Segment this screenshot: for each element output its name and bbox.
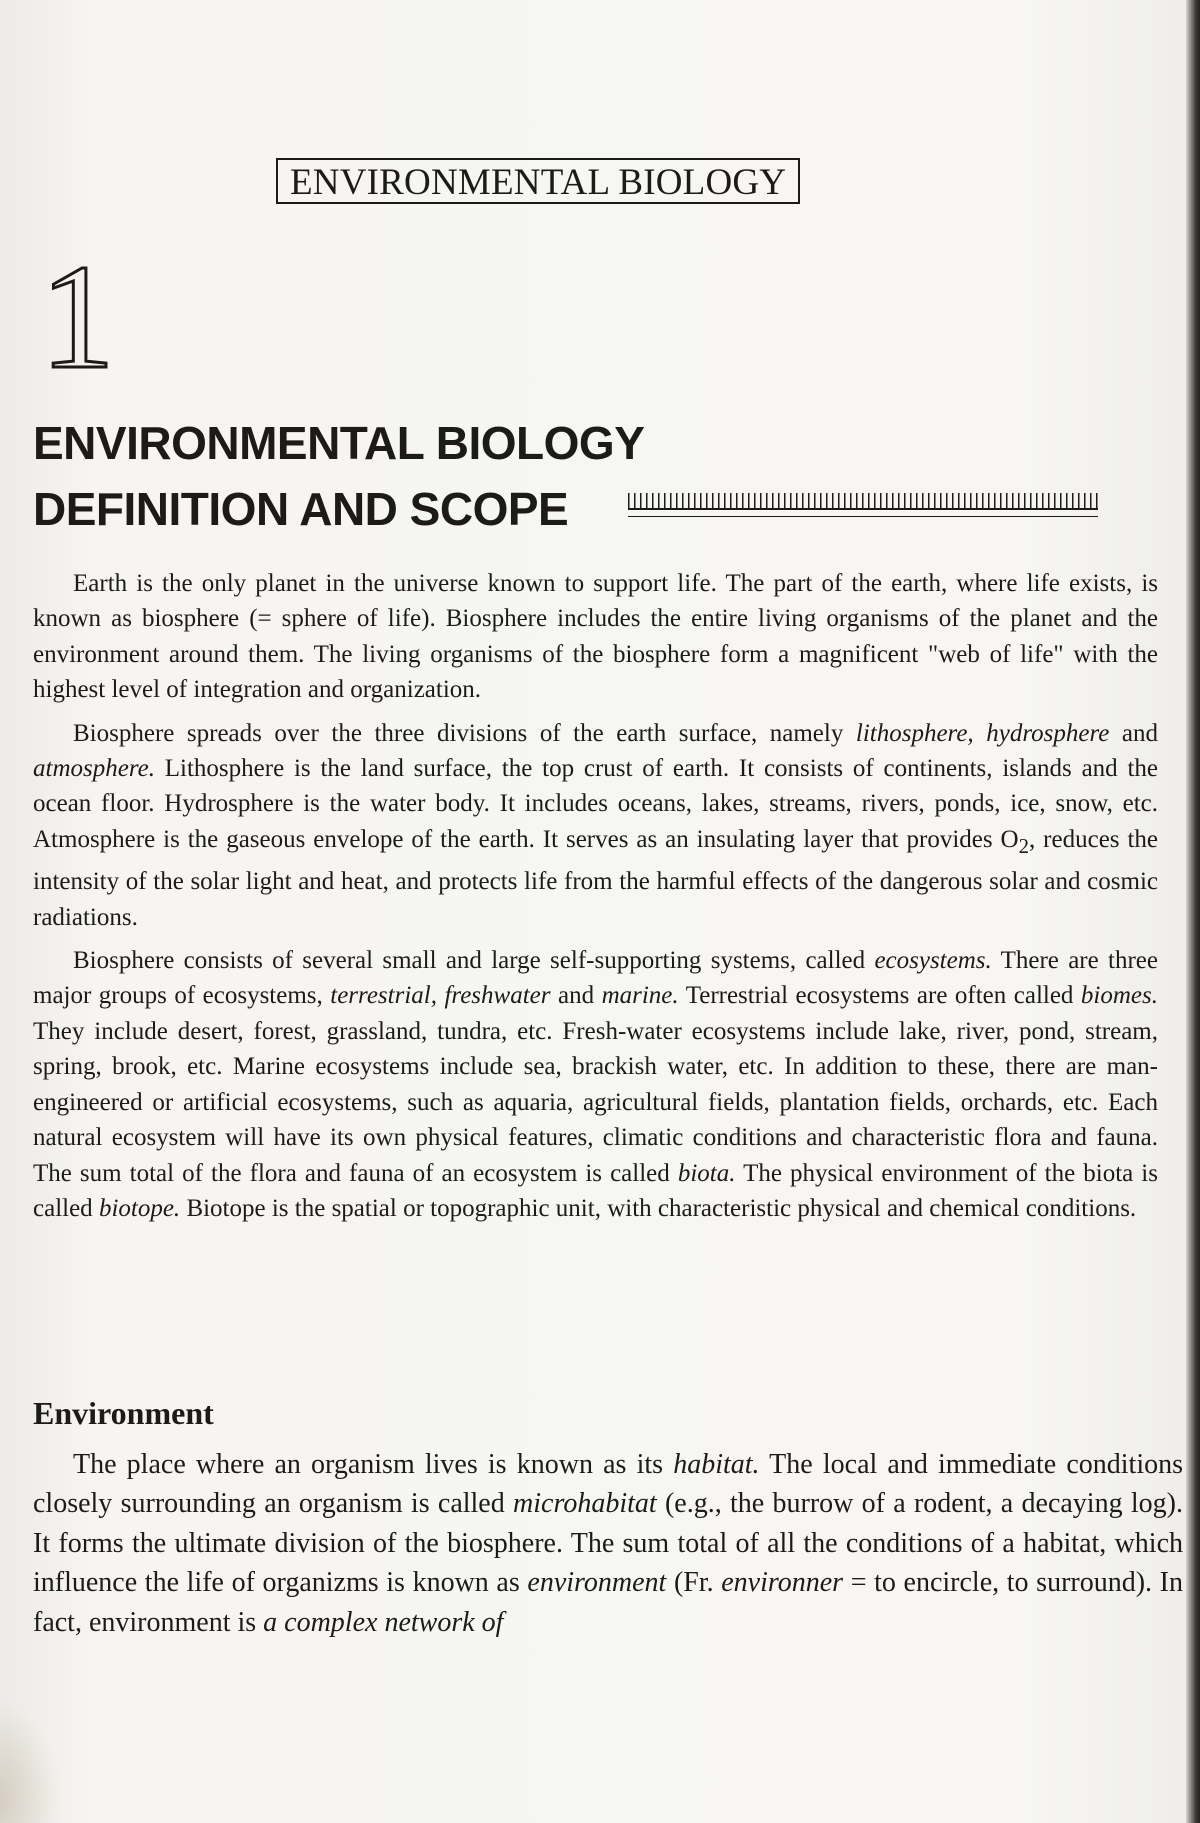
p2-text-a: Biosphere spreads over the three divisions of the earth surface, namely <box>73 719 856 747</box>
env-term-environner: environner <box>721 1567 844 1599</box>
env-term-environment: environment <box>527 1567 667 1599</box>
section-heading: Environment <box>33 1395 214 1431</box>
p2-subscript: 2 <box>1018 833 1029 858</box>
p3-term-marine: marine. <box>601 982 679 1010</box>
intro-body <box>33 566 1158 1234</box>
p2-term-atmosphere: atmosphere. <box>33 755 155 783</box>
paragraph-1: Earth is the only planet in the universe known to support life. The part of the earth, where life exists, is known as biosphere (= sphere of life). Biosphere includes the entire living organisms of the planet and the environment around them. The living organisms of the biosphere form a magnificent "web of life" with the highest level of integration and organization. <box>33 570 1158 704</box>
chapter-title <box>33 410 644 542</box>
decorative-rule <box>628 493 1098 510</box>
p2-text-c: Lithosphere is the land surface, the top crust of earth. It consists of continents, islands and the ocean floor. Hydrosphere is the water body. It includes oceans, lakes, streams, rivers, ponds, ice, snow, etc. Atmosphere is the gaseous envelope of the earth. It serves as an insulating layer that provides O <box>33 755 1158 853</box>
p3-text-g: Biotope is the spatial or topographic unit, with characteristic physical and chemical conditions. <box>180 1194 1137 1222</box>
p3-term-biota: biota. <box>677 1159 736 1187</box>
env-text-c: (e.g., the burrow of a rodent, a decaying log). It forms the ultimate division of the biosphere. The sum total of all the conditions of a habitat, which influence the life of organizms is known as <box>33 1488 1183 1599</box>
p3-term-biotope: biotope. <box>98 1194 181 1222</box>
p3-text-f: The physical environment of the biota is called <box>33 1159 1158 1222</box>
env-text-b: The local and immediate conditions closely surrounding an organism is called <box>33 1449 1183 1520</box>
environment-paragraph <box>33 1445 1183 1642</box>
env-term-microhabitat: microhabitat <box>513 1488 657 1520</box>
env-term-habitat: habitat. <box>673 1449 760 1480</box>
page-edge-shadow <box>1186 0 1200 1823</box>
p3-term-biomes: biomes. <box>1080 982 1158 1010</box>
env-text-d: (Fr. <box>666 1567 722 1599</box>
p3-text-b: There are three major groups of ecosystems, <box>33 947 1158 1010</box>
env-text-a: The place where an organism lives is known as its <box>73 1449 674 1480</box>
p3-term-ecosystems: ecosystems. <box>874 947 992 975</box>
paragraph-2 <box>33 716 1158 935</box>
p2-text-b: and <box>1109 719 1158 747</box>
p3-text-d: Terrestrial ecosystems are often called <box>678 982 1081 1010</box>
env-term-network: a complex network of <box>263 1606 504 1638</box>
p2-term-lithosphere: lithosphere, hydrosphere <box>855 719 1110 747</box>
p3-text-e: They include desert, forest, grassland, tundra, etc. Fresh-water ecosystems include lake, river, pond, stream, spring, brook, etc. Marine ecosystems include sea, brackish water, etc. In addition to these, there are man-engineered or artificial ecosystems, such as aquaria, agricultural fields, plantation fields, orchards, etc. Each natural ecosystem will have its own physical features, climatic conditions and characteristic flora and fauna. The sum total of the flora and fauna of an ecosystem is called <box>33 1017 1158 1187</box>
paragraph-3 <box>33 943 1158 1226</box>
chapter-number: 1 <box>40 234 115 400</box>
p3-term-terrestrial: terrestrial, freshwater <box>330 982 551 1010</box>
decorative-rule-line <box>628 516 1098 517</box>
p2-text-d: , reduces the intensity of the solar light and heat, and protects life from the harmful effects of the dangerous solar and cosmic radiations. <box>33 825 1158 931</box>
running-head: ENVIRONMENTAL BIOLOGY <box>276 158 800 204</box>
chapter-title-line2: DEFINITION AND SCOPE <box>33 483 569 535</box>
env-text-e: = to encircle, to surround). In fact, environment is <box>33 1567 1183 1638</box>
p3-text-a: Biosphere consists of several small and large self-supporting systems, called <box>73 947 875 975</box>
environment-body <box>33 1445 1183 1642</box>
page-stain <box>0 1700 60 1823</box>
p3-text-c: and <box>550 982 602 1010</box>
chapter-title-line1: ENVIRONMENTAL BIOLOGY <box>33 417 645 469</box>
